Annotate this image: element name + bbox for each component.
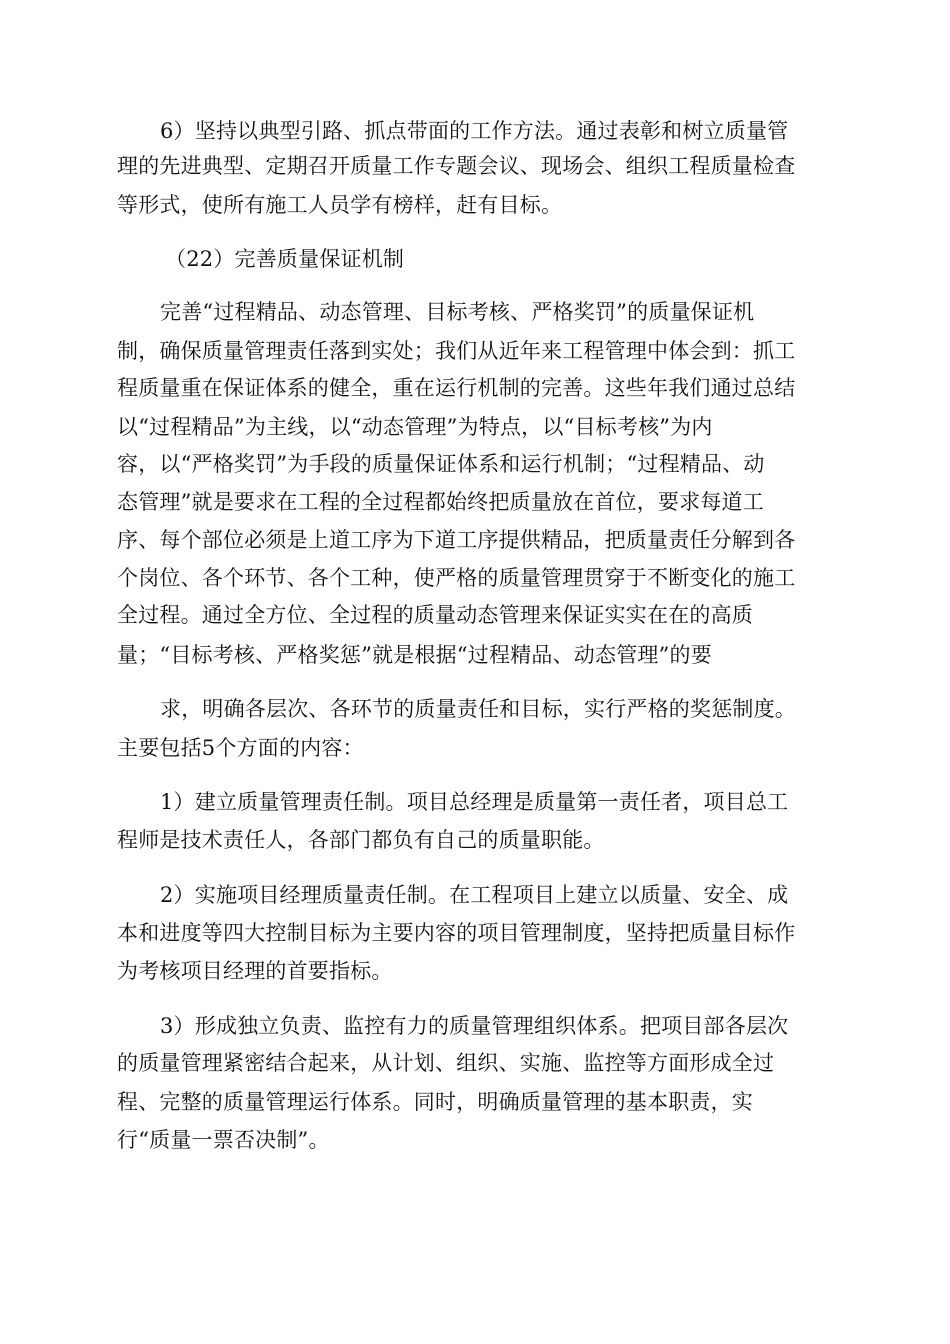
paragraph-item-1-line-1: 1）建立质量管理责任制。项目总经理是质量第一责任者，项目总工: [160, 790, 789, 814]
paragraph-item-6-line-1: 6）坚持以典型引路、抓点带面的工作方法。通过表彰和树立质量管: [160, 119, 789, 143]
paragraph-main-line-9: 全过程。通过全方位、全过程的质量动态管理来保证实实在在的高质: [117, 603, 753, 627]
paragraph-main-line-8: 个岗位、各个环节、各个工种，使严格的质量管理贯穿于不断变化的施工: [117, 566, 796, 590]
paragraph-item-3-line-1: 3）形成独立负责、监控有力的质量管理组织体系。把项目部各层次: [160, 1014, 789, 1038]
paragraph-main-line-4: 以“过程精品”为主线，以“动态管理”为特点，以“目标考核”为内: [117, 415, 713, 439]
paragraph-item-6-line-3: 等形式，使所有施工人员学有榜样，赶有目标。: [117, 193, 563, 217]
paragraph-main-line-10: 量；“目标考核、严格奖惩”就是根据“过程精品、动态管理”的要: [117, 643, 712, 667]
paragraph-item-2-line-1: 2）实施项目经理质量责任制。在工程项目上建立以质量、安全、成: [160, 883, 789, 907]
paragraph-main-line-6: 态管理”就是要求在工程的全过程都始终把质量放在首位，要求每道工: [117, 490, 764, 514]
paragraph-item-2-line-2: 本和进度等四大控制目标为主要内容的项目管理制度，坚持把质量目标作: [117, 921, 796, 945]
paragraph-continuation-line-1: 求，明确各层次、各环节的质量责任和目标，实行严格的奖惩制度。: [160, 697, 796, 721]
paragraph-item-3-line-2: 的质量管理紧密结合起来，从计划、组织、实施、监控等方面形成全过: [117, 1051, 775, 1075]
paragraph-main-line-7: 序、每个部位必须是上道工序为下道工序提供精品，把质量责任分解到各: [117, 528, 796, 552]
paragraph-item-3-line-3: 程、完整的质量管理运行体系。同时，明确质量管理的基本职责，实: [117, 1090, 753, 1114]
paragraph-item-6-line-2: 理的先进典型、定期召开质量工作专题会议、现场会、组织工程质量检查: [117, 154, 796, 178]
paragraph-item-3-line-4: 行“质量一票否决制”。: [117, 1128, 330, 1152]
section-heading: （22）完善质量保证机制: [165, 247, 405, 271]
paragraph-main-line-2: 制，确保质量管理责任落到实处；我们从近年来工程管理中体会到：抓工: [117, 339, 796, 363]
paragraph-main-line-5: 容，以“严格奖罚”为手段的质量保证体系和运行机制；“过程精品、动: [117, 452, 765, 476]
paragraph-main-line-3: 程质量重在保证体系的健全，重在运行机制的完善。这些年我们通过总结: [117, 376, 796, 400]
paragraph-main-line-1: 完善“过程精品、动态管理、目标考核、严格奖罚”的质量保证机: [160, 300, 755, 324]
paragraph-item-2-line-3: 为考核项目经理的首要指标。: [117, 959, 393, 983]
paragraph-item-1-line-2: 程师是技术责任人，各部门都负有自己的质量职能。: [117, 828, 605, 852]
paragraph-continuation-line-2: 主要包括5个方面的内容：: [117, 736, 364, 760]
